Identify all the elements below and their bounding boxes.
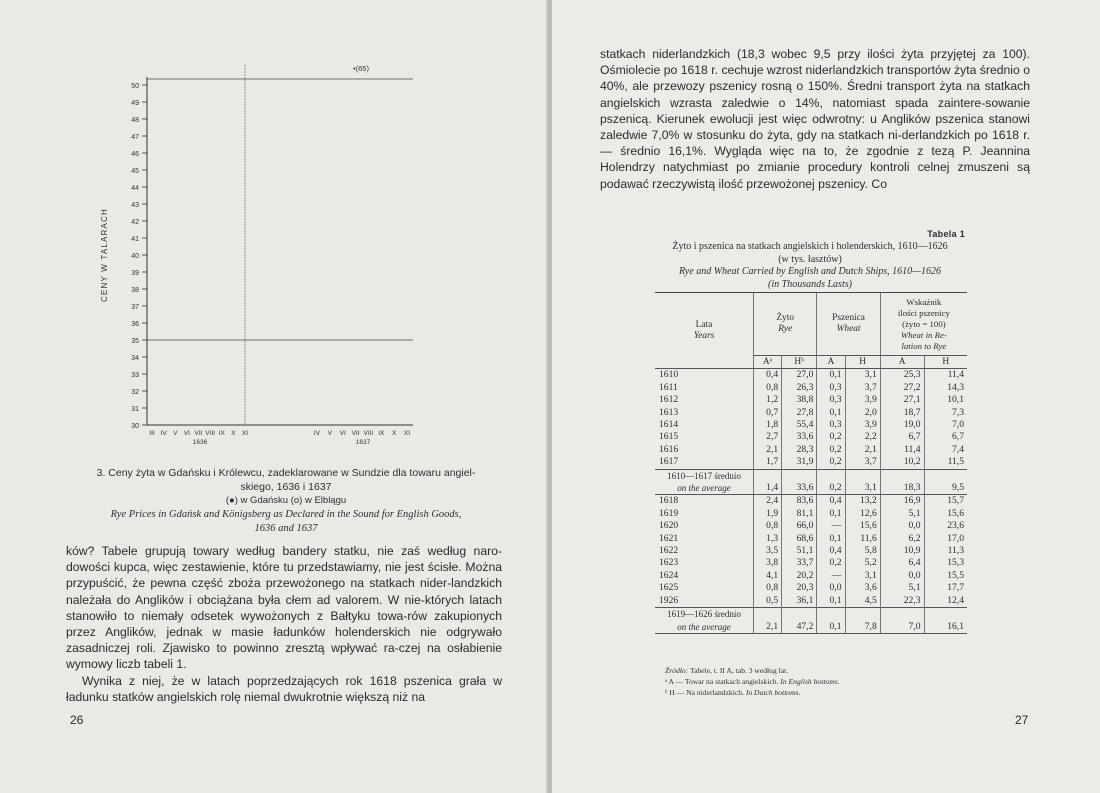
table-row-year: 1621 bbox=[659, 532, 679, 544]
table-row-average-2 bbox=[655, 608, 967, 621]
year-1636-label: 1636 bbox=[192, 439, 208, 446]
x-tick-label: IX bbox=[378, 430, 385, 437]
table-cell: 0,4 bbox=[817, 495, 845, 508]
caption-polish-line-2: skiego, 1636 i 1637 bbox=[240, 481, 332, 493]
y-tick-label: 47 bbox=[131, 134, 139, 141]
table-row-year: 1624 bbox=[659, 569, 679, 581]
x-tick-label: X bbox=[231, 430, 236, 437]
subheader-wheat-h: H bbox=[845, 356, 880, 369]
table-row bbox=[655, 382, 967, 394]
table-row bbox=[655, 557, 967, 569]
table-cell: 7,3 bbox=[924, 407, 967, 419]
table-cell: 27,0 bbox=[782, 369, 817, 382]
table-row-year: 1620 bbox=[659, 520, 679, 532]
table-cell: 0,8 bbox=[754, 520, 782, 532]
table-cell: 6,7 bbox=[880, 431, 924, 443]
table-row-year: 1618 bbox=[659, 495, 679, 507]
table-cell: 11,3 bbox=[924, 545, 967, 557]
x-tick-label: VII bbox=[351, 430, 360, 437]
y-tick-label: 42 bbox=[131, 219, 139, 226]
table-cell: 4,5 bbox=[845, 595, 880, 608]
table-cell: 3,5 bbox=[754, 545, 782, 557]
table-cell: 0,3 bbox=[817, 382, 845, 394]
y-tick-label: 46 bbox=[131, 151, 139, 158]
caption-english-line-2: 1636 and 1637 bbox=[254, 523, 318, 534]
left-body-text bbox=[66, 543, 502, 705]
table-notes bbox=[665, 665, 965, 698]
table-cell: 3,8 bbox=[754, 557, 782, 569]
table-cell: 9,5 bbox=[924, 482, 967, 495]
left-paragraph-1: ków? Tabele grupują towary według bandery statku, nie zaś według naro-dowości kupca, więc zestawienie, które tu przedstawiamy, nie jest ścisłe. Można przypuścić, że pewna część zboża przewożonego na statkach nider-landzkich należała do Anglików i obciążana była cłem ad valorem. W nie-których latach stanowiło to niemały odsetek wywożonych z Bałtyku towa-rów zakupionych przez Anglików, jednak w masie ładunków holenderskich nie odgrywało zasadniczej roli. Zjawisko to powinno zresztą wpływać ra-czej na osłabienie wymowy liczb tabeli 1. bbox=[66, 544, 502, 672]
table-cell: 0,5 bbox=[754, 595, 782, 608]
table-cell: 2,4 bbox=[754, 495, 782, 508]
table-cell: 3,1 bbox=[845, 482, 880, 495]
y-tick-label: 33 bbox=[131, 372, 139, 379]
table-cell: 7,0 bbox=[924, 419, 967, 431]
table-cell: 7,4 bbox=[924, 444, 967, 456]
table-row bbox=[655, 369, 967, 382]
table-row-year: 1623 bbox=[659, 557, 679, 569]
average-label-en: on the average bbox=[655, 621, 754, 634]
table-cell: 0,2 bbox=[817, 482, 845, 495]
y-tick-label: 49 bbox=[131, 100, 139, 107]
right-paragraph: statkach niderlandzkich (18,3 wobec 9,5 przy ilości żyta przyjętej za 100). Ośmiolecie po 1618 r. cechuje wzrost niderlandzkich transportów żyta średnio o 40%, ale przewozy pszenicy rosną o 150%. Średni transport żyta na statkach angielskich wzrasta zaledwie o 14%, natomiast spada zaintere-sowanie pszenicą. Kierunek ewolucji jest więc odwrotny: u Anglików pszenica stanowi zaledwie 7,0% w stosunku do żyta, gdy na statkach ni-derlandzkich po 1618 r. — średnio 16,1%. Wygląda więc na to, że zgodnie z tezą P. Jeannina Holendrzy natychmiast po zmianie procedury kontroli celnej zmuszeni są podawać rzeczywistą ilość przewożonej pszenicy. Co bbox=[600, 47, 1030, 191]
table-cell: 33,6 bbox=[782, 431, 817, 443]
table-cell: 11,4 bbox=[880, 444, 924, 456]
x-tick-label: VIII bbox=[363, 430, 374, 437]
table-cell: 12,6 bbox=[845, 508, 880, 520]
table-cell: 17,0 bbox=[924, 533, 967, 545]
table-cell: 1,2 bbox=[754, 394, 782, 406]
average-label-en: on the average bbox=[655, 482, 754, 495]
table-cell: 26,3 bbox=[782, 382, 817, 394]
table-cell: 2,2 bbox=[845, 431, 880, 443]
right-body-text bbox=[600, 46, 1030, 192]
y-axis-label: CENY W TALARACH bbox=[100, 207, 109, 303]
caption-legend: (●) w Gdańsku (o) w Elblągu bbox=[225, 495, 347, 506]
table-cell: 10,9 bbox=[880, 545, 924, 557]
table-cell: 66,0 bbox=[782, 520, 817, 532]
table-row-average-1 bbox=[655, 469, 967, 482]
table-row bbox=[655, 431, 967, 443]
rye-price-scatter-figure bbox=[95, 55, 455, 455]
table-number: Tabela 1 bbox=[927, 229, 965, 239]
table-row bbox=[655, 394, 967, 406]
table-heading bbox=[655, 228, 965, 292]
table-cell: 3,6 bbox=[845, 582, 880, 594]
x-tick-label: V bbox=[173, 430, 178, 437]
rye-wheat-table bbox=[655, 292, 967, 634]
y-tick-label: 32 bbox=[131, 389, 139, 396]
table-row-year: 1610 bbox=[659, 369, 679, 381]
x-tick-label: VI bbox=[339, 430, 346, 437]
table-cell: 0,8 bbox=[754, 582, 782, 594]
table-row bbox=[655, 419, 967, 431]
x-tick-label: IV bbox=[313, 430, 321, 437]
y-tick-label: 40 bbox=[131, 253, 139, 260]
table-cell: 0,1 bbox=[817, 508, 845, 520]
subheader-index-a: A bbox=[880, 356, 924, 369]
table-cell: 0,3 bbox=[817, 394, 845, 406]
table-cell: 0,2 bbox=[817, 444, 845, 456]
table-cell: 27,1 bbox=[880, 394, 924, 406]
table-cell: 22,3 bbox=[880, 595, 924, 608]
y-tick-label: 30 bbox=[131, 423, 139, 430]
table-row bbox=[655, 456, 967, 469]
table-cell: — bbox=[817, 520, 845, 532]
table-cell: 2,7 bbox=[754, 431, 782, 443]
table-cell: 10,1 bbox=[924, 394, 967, 406]
table-cell: 16,1 bbox=[924, 621, 967, 634]
table-row-year: 1616 bbox=[659, 443, 679, 455]
subheader-index-h: H bbox=[924, 356, 967, 369]
table-cell: 1,8 bbox=[754, 419, 782, 431]
outlier-label: •(65) bbox=[353, 64, 369, 73]
table-note-a: ᵃ A — Towar na statkach angielskich. In English bottoms. bbox=[665, 677, 840, 686]
table-cell: 6,2 bbox=[880, 533, 924, 545]
table-cell: 15,6 bbox=[845, 520, 880, 532]
y-tick-label: 50 bbox=[131, 83, 139, 90]
table-row bbox=[655, 545, 967, 557]
table-cell: 81,1 bbox=[782, 508, 817, 520]
page-number-left: 26 bbox=[70, 713, 84, 727]
table-cell: 0,0 bbox=[880, 520, 924, 532]
table-cell: 5,8 bbox=[845, 545, 880, 557]
figure-caption bbox=[66, 466, 506, 536]
y-tick-label: 34 bbox=[131, 355, 139, 362]
table-cell: 0,1 bbox=[817, 621, 845, 634]
table-cell: 25,3 bbox=[880, 369, 924, 382]
table-row-year: 1619 bbox=[659, 507, 679, 519]
table-cell: 6,7 bbox=[924, 431, 967, 443]
table-cell: 28,3 bbox=[782, 444, 817, 456]
table-cell: 1,9 bbox=[754, 508, 782, 520]
table-cell: 14,3 bbox=[924, 382, 967, 394]
table-cell: 11,4 bbox=[924, 369, 967, 382]
table-units-english: (in Thousands Lasts) bbox=[768, 279, 852, 291]
subheader-wheat-a: A bbox=[817, 356, 845, 369]
subheader-rye-h: Hᵇ bbox=[782, 356, 817, 369]
table-row bbox=[655, 520, 967, 532]
table-cell: 47,2 bbox=[782, 621, 817, 634]
table-row bbox=[655, 444, 967, 456]
table-cell: 2,1 bbox=[754, 444, 782, 456]
table-title-english: Rye and Wheat Carried by English and Dutch Ships, 1610—1626 bbox=[678, 266, 942, 278]
table-row bbox=[655, 582, 967, 594]
table-cell: 0,3 bbox=[817, 419, 845, 431]
table-cell: — bbox=[817, 570, 845, 582]
table-cell: 2,1 bbox=[845, 444, 880, 456]
table-cell: 0,2 bbox=[817, 431, 845, 443]
table-row-year: 1617 bbox=[659, 456, 679, 468]
table-cell: 0,1 bbox=[817, 595, 845, 608]
page-number-right: 27 bbox=[1015, 713, 1029, 727]
left-paragraph-2: Wynika z niej, że w latach poprzedzających rok 1618 pszenica grała w ładunku statków angielskich rolę niemal dwukrotnie większą niż na bbox=[66, 673, 502, 704]
table-row-year: 1613 bbox=[659, 406, 679, 418]
table-row-year: 1926 bbox=[659, 594, 679, 606]
x-tick-label: V bbox=[327, 430, 333, 437]
table-body-1618-1626 bbox=[655, 495, 967, 608]
table-cell: 0,2 bbox=[817, 557, 845, 569]
table-cell: 0,1 bbox=[817, 533, 845, 545]
table-cell: 1,3 bbox=[754, 533, 782, 545]
header-years: Lata Years bbox=[655, 293, 754, 369]
year-1637-label: 1637 bbox=[355, 439, 371, 446]
x-tick-label: XI bbox=[403, 430, 411, 437]
y-tick-label: 37 bbox=[131, 304, 139, 311]
table-row bbox=[655, 595, 967, 608]
table-row-average-2-values bbox=[655, 621, 967, 634]
table-cell: 5,1 bbox=[880, 508, 924, 520]
table-cell: 10,2 bbox=[880, 456, 924, 469]
table-cell: 68,6 bbox=[782, 533, 817, 545]
table-cell: 6,4 bbox=[880, 557, 924, 569]
y-tick-label: 31 bbox=[131, 406, 139, 413]
y-tick-label: 44 bbox=[131, 185, 139, 192]
y-tick-label: 36 bbox=[131, 321, 139, 328]
table-cell: 1,7 bbox=[754, 456, 782, 469]
y-tick-label: 45 bbox=[131, 168, 139, 175]
average-label: 1619—1626 średnio bbox=[655, 608, 754, 621]
table-row bbox=[655, 570, 967, 582]
table-cell: 2,1 bbox=[754, 621, 782, 634]
caption-english-line-1: Rye Prices in Gdańsk and Königsberg as Declared in the Sound for English Goods, bbox=[110, 509, 462, 520]
table-cell: 11,5 bbox=[924, 456, 967, 469]
table-note-b: ᵇ H — Na niderlandzkich. In Dutch bottoms. bbox=[665, 688, 801, 697]
x-tick-label: IV bbox=[160, 430, 167, 437]
table-cell: 15,7 bbox=[924, 495, 967, 508]
table-cell: 3,7 bbox=[845, 382, 880, 394]
x-tick-label: III bbox=[149, 430, 155, 437]
table-cell: 5,2 bbox=[845, 557, 880, 569]
table-cell: 18,7 bbox=[880, 407, 924, 419]
table-row-year: 1614 bbox=[659, 419, 679, 431]
table-row-year: 1612 bbox=[659, 394, 679, 406]
table-average-1619-1626 bbox=[655, 608, 967, 634]
header-index: Wskaźnik ilości pszenicy (żyto = 100) Wheat in Re- lation to Rye bbox=[880, 293, 967, 356]
table-cell: 3,1 bbox=[845, 369, 880, 382]
x-tick-label: VI bbox=[183, 430, 190, 437]
table-cell: 0,7 bbox=[754, 407, 782, 419]
table-cell: 55,4 bbox=[782, 419, 817, 431]
y-tick-label: 35 bbox=[131, 338, 139, 345]
header-wheat: Pszenica Wheat bbox=[817, 293, 880, 356]
table-cell: 51,1 bbox=[782, 545, 817, 557]
table-row bbox=[655, 533, 967, 545]
table-cell: 15,3 bbox=[924, 557, 967, 569]
table-cell: 0,2 bbox=[817, 456, 845, 469]
table-cell: 27,8 bbox=[782, 407, 817, 419]
table-cell: 13,2 bbox=[845, 495, 880, 508]
table-cell: 3,1 bbox=[845, 570, 880, 582]
table-row-year: 1611 bbox=[659, 381, 678, 393]
table-cell: 3,9 bbox=[845, 394, 880, 406]
table-cell: 3,7 bbox=[845, 456, 880, 469]
table-units-polish: (w tys. łasztów) bbox=[778, 253, 842, 265]
table-title-polish: Żyto i pszenica na statkach angielskich i holenderskich, 1610—1626 bbox=[672, 240, 948, 252]
x-tick-label: X bbox=[391, 430, 397, 437]
table-average-1610-1617 bbox=[655, 469, 967, 495]
table-row-year: 1615 bbox=[659, 431, 679, 443]
table-row bbox=[655, 508, 967, 520]
table-body-1610-1617 bbox=[655, 369, 967, 469]
table-cell: 2,0 bbox=[845, 407, 880, 419]
table-cell: 1,4 bbox=[754, 482, 782, 495]
table-cell: 0,1 bbox=[817, 369, 845, 382]
x-tick-label: VII bbox=[194, 430, 203, 437]
y-tick-label: 38 bbox=[131, 287, 139, 294]
table-cell: 7,8 bbox=[845, 621, 880, 634]
table-cell: 17,7 bbox=[924, 582, 967, 594]
table-cell: 27,2 bbox=[880, 382, 924, 394]
table-row-year: 1622 bbox=[659, 545, 679, 557]
x-tick-label: XI bbox=[241, 430, 249, 437]
header-rye: Żyto Rye bbox=[754, 293, 817, 356]
y-tick-label: 39 bbox=[131, 270, 139, 277]
table-cell: 0,1 bbox=[817, 407, 845, 419]
table-row bbox=[655, 407, 967, 419]
table-cell: 18,3 bbox=[880, 482, 924, 495]
table-cell: 3,9 bbox=[845, 419, 880, 431]
y-tick-label: 48 bbox=[131, 117, 139, 124]
table-cell: 31,9 bbox=[782, 456, 817, 469]
y-tick-label: 43 bbox=[131, 202, 139, 209]
table-cell: 83,6 bbox=[782, 495, 817, 508]
table-cell: 0,4 bbox=[754, 369, 782, 382]
table-row-average-1-values bbox=[655, 482, 967, 495]
table-cell: 33,7 bbox=[782, 557, 817, 569]
average-label: 1610—1617 średnio bbox=[655, 469, 754, 482]
table-cell: 20,3 bbox=[782, 582, 817, 594]
table-cell: 0,8 bbox=[754, 382, 782, 394]
table-cell: 15,6 bbox=[924, 508, 967, 520]
table-cell: 33,6 bbox=[782, 482, 817, 495]
caption-polish-line-1: 3. Ceny żyta w Gdańsku i Królewcu, zadeklarowane w Sundzie dla towaru angiel- bbox=[96, 467, 476, 479]
table-cell: 11,6 bbox=[845, 533, 880, 545]
y-tick-label: 41 bbox=[131, 236, 139, 243]
table-row bbox=[655, 495, 967, 508]
table-cell: 5,1 bbox=[880, 582, 924, 594]
table-cell: 4,1 bbox=[754, 570, 782, 582]
table-cell: 36,1 bbox=[782, 595, 817, 608]
table-cell: 0,0 bbox=[880, 570, 924, 582]
table-cell: 0,4 bbox=[817, 545, 845, 557]
table-cell: 12,4 bbox=[924, 595, 967, 608]
table-cell: 23,6 bbox=[924, 520, 967, 532]
table-source: Źródło: Tabele, t. II A, tab. 3 według lat. bbox=[665, 666, 789, 675]
table-cell: 0,0 bbox=[817, 582, 845, 594]
table-cell: 7,0 bbox=[880, 621, 924, 634]
table-cell: 20,2 bbox=[782, 570, 817, 582]
table-cell: 16,9 bbox=[880, 495, 924, 508]
subheader-rye-a: Aᵃ bbox=[754, 356, 782, 369]
left-page bbox=[0, 0, 548, 793]
table-row-year: 1625 bbox=[659, 582, 679, 594]
table-cell: 38,8 bbox=[782, 394, 817, 406]
table-cell: 15,5 bbox=[924, 570, 967, 582]
x-tick-label: IX bbox=[218, 430, 225, 437]
table-cell: 19,0 bbox=[880, 419, 924, 431]
x-tick-label: VIII bbox=[205, 430, 216, 437]
